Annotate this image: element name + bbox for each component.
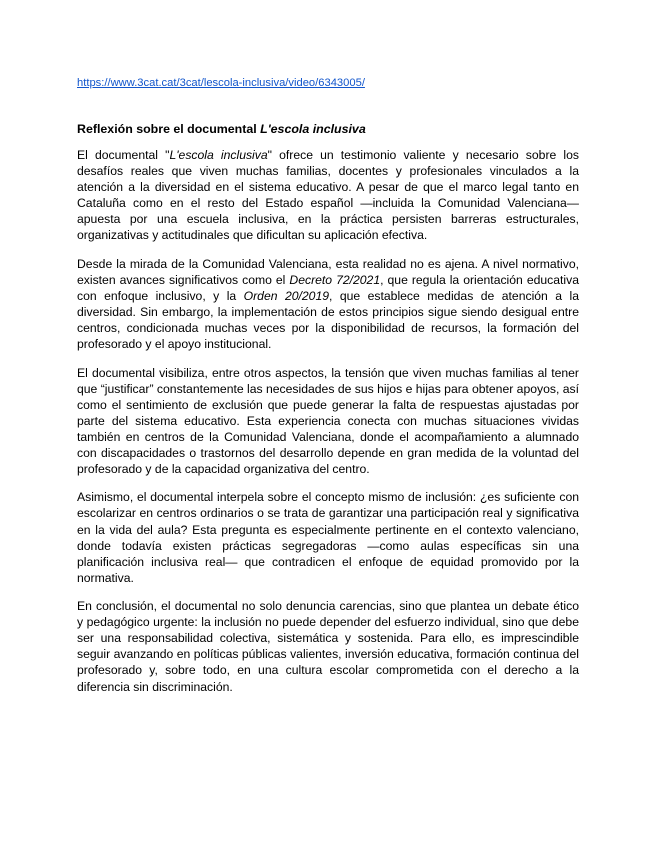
title-italic: L'escola inclusiva: [260, 122, 366, 136]
paragraph-1: [77, 147, 579, 244]
title-prefix: Reflexión sobre el documental: [77, 122, 261, 136]
paragraph-2-text-a: Desde la mirada de la Comunidad Valenciana, esta realidad no es ajena. A nivel normativo, existen avances significativos como el: [77, 256, 579, 287]
paragraph-4: Asimismo, el documental interpela sobre el concepto mismo de inclusión: ¿es suficiente con escolarizar en centros ordinarios o se trata de garantizar una participación real y significativa en la vida del aula? Esta pregunta es especialmente pertinente en el contexto valenciano, donde todavía existen prácticas segregadoras —como aulas específicas sin una planificación inclusiva real— que contradicen el enfoque de equidad promovido por la normativa.: [77, 490, 579, 585]
paragraph-5: En conclusión, el documental no solo denuncia carencias, sino que plantea un debate ético y pedagógico urgente: la inclusión no puede depender del esfuerzo individual, sino que debe ser una responsabilidad colectiva, sistemática y sostenida. Para ello, es imprescindible seguir avanzando en políticas públicas valientes, inversión educativa, formación continua del profesorado y, sobre todo, en una cultura escolar comprometida con el derecho a la diferencia sin discriminación.: [77, 599, 579, 694]
paragraph-2: [77, 256, 579, 353]
paragraph-2-italic-orden: Orden 20/2019: [243, 288, 330, 303]
paragraph-1-text-a: El documental ": [77, 148, 170, 162]
paragraph-2-text-b: , que regula la orientación educativa con enfoque inclusivo, y la: [77, 272, 579, 303]
document-title: [77, 121, 579, 137]
document-page: [77, 76, 579, 707]
paragraph-2-text-c: , que establece medidas de atención a la diversidad. Sin embargo, la implementación de estos principios sigue siendo desigual entre centros, condicionada muchas veces por la disponibilidad de recursos, la formación del profesorado y el apoyo institucional.: [77, 288, 579, 352]
paragraph-1-text-b: " ofrece un testimonio valiente y necesario sobre los desafíos reales que viven muchas familias, docentes y profesionales vinculados a la atención a la diversidad en el sistema educativo. A pesar de que el marco legal tanto en Cataluña como en el resto del Estado español —incluida la Comunidad Valenciana— apuesta por una escuela inclusiva, en la práctica persisten barreras estructurales, organizativas y actitudinales que dificultan su aplicación efectiva.: [77, 148, 579, 243]
paragraph-2-italic-decreto: Decreto 72/2021: [289, 272, 381, 287]
paragraph-1-italic: L'escola inclusiva: [169, 148, 268, 162]
paragraph-3: El documental visibiliza, entre otros aspectos, la tensión que viven muchas familias al tener que “justificar” constantemente las necesidades de sus hijos e hijas para obtener apoyos, así como el sentimiento de exclusión que puede generar la falta de respuestas ajustadas por parte del sistema educativo. Esta experiencia conecta con muchas situaciones vividas también en centros de la Comunidad Valenciana, donde el acompañamiento a alumnado con discapacidades o trastornos del desarrollo depende en gran medida de la voluntad del profesorado y de la capacidad organizativa del centro.: [77, 365, 580, 477]
video-link[interactable]: https://www.3cat.cat/3cat/lescola-inclusiva/video/6343005/: [77, 77, 365, 89]
